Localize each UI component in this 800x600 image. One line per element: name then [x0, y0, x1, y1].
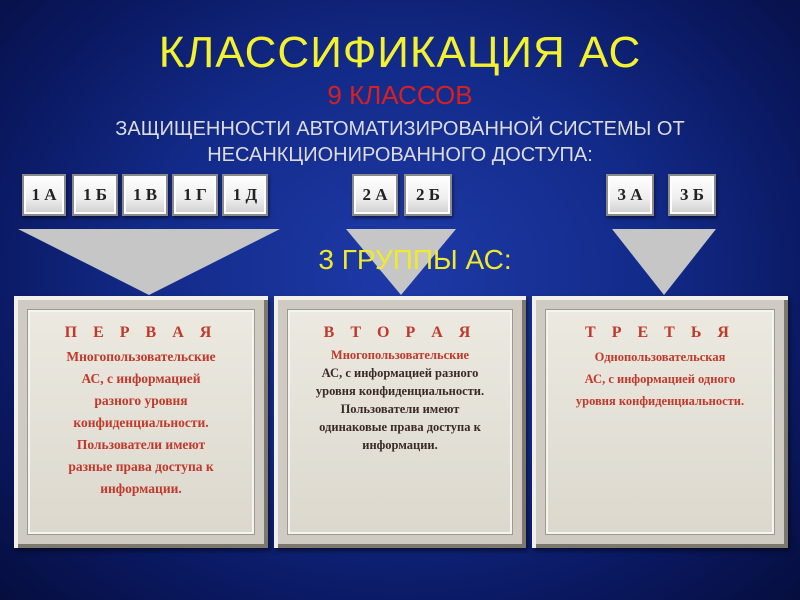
class-box-2a: 2 А: [352, 174, 398, 216]
group-text-line: Пользователи имеют: [340, 402, 460, 416]
class-box-3b: 3 Б: [668, 174, 716, 216]
class-box-1v: 1 В: [122, 174, 168, 216]
group-text-line: одинаковые права доступа к: [319, 420, 481, 434]
group-text-line: Многопользовательские: [66, 349, 216, 364]
group-card-panel: [30, 312, 252, 532]
slide-title: КЛАССИФИКАЦИЯ АС: [158, 28, 642, 77]
group-card-third: [532, 296, 788, 548]
classes-count: 9 КЛАССОВ: [327, 80, 473, 110]
groups-title: 3 ГРУППЫ АС:: [318, 244, 512, 275]
group-text-line: разного уровня: [94, 393, 188, 408]
group-text-line: разные права доступа к: [68, 459, 214, 474]
group-description: [548, 346, 772, 412]
group-description: [30, 346, 252, 500]
subtitle-line-1: ЗАЩИЩЕННОСТИ АВТОМАТИЗИРОВАННОЙ СИСТЕМЫ ОТ: [115, 118, 685, 140]
group-text-line: конфиденциальности.: [73, 415, 209, 430]
group-text-line: Пользователи имеют: [76, 437, 206, 452]
group-text-line: АС, с информацией разного: [321, 366, 479, 380]
group-card-panel: [548, 312, 772, 532]
group-text-line: информации.: [100, 481, 182, 496]
class-box-1d: 1 Д: [222, 174, 268, 216]
arrow-down-icon: [612, 229, 716, 295]
group-description: [290, 346, 510, 454]
class-box-1g: 1 Г: [172, 174, 218, 216]
group-text-line: уровня конфиденциальности.: [575, 394, 745, 408]
group-text-line: АС, с информацией одного: [584, 372, 736, 386]
class-box-1b: 1 Б: [72, 174, 118, 216]
group-card-second: [274, 296, 526, 548]
group-text-line: уровня конфиденциальности.: [315, 384, 485, 398]
class-box-2b: 2 Б: [404, 174, 452, 216]
group-text-line: информации.: [362, 438, 438, 452]
group-card-first: [14, 296, 268, 548]
arrow-down-icon: [18, 229, 280, 295]
subtitle-line-2: НЕСАНКЦИОНИРОВАННОГО ДОСТУПА:: [207, 144, 593, 166]
group-heading: В Т О Р А Я: [323, 324, 477, 341]
group-text-line: Однопользовательская: [594, 350, 726, 364]
group-text-line: Многопользовательские: [330, 348, 470, 362]
class-box-3a: 3 А: [606, 174, 654, 216]
subtitle: [60, 116, 740, 168]
group-heading: П Е Р В А Я: [64, 324, 218, 341]
group-text-line: АС, с информацией: [81, 371, 201, 386]
group-heading: Т Р Е Т Ь Я: [585, 324, 735, 341]
group-card-panel: [290, 312, 510, 532]
class-box-1a: 1 А: [22, 174, 66, 216]
